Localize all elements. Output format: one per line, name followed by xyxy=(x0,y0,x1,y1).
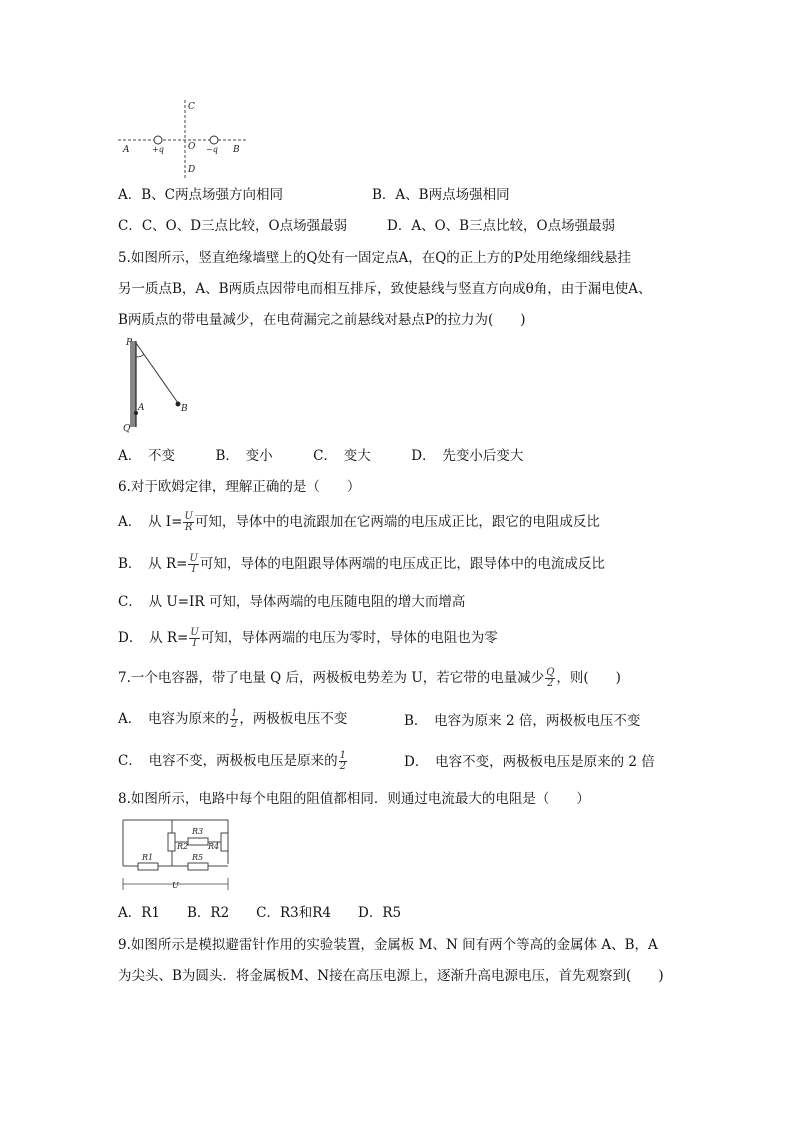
q6-option-d: D． 从 R= $\frac{U}{I}$ 可知，导体两端的电压为零时，导体的电阻也为零 xyxy=(118,627,498,649)
label-R5: R5 xyxy=(192,853,204,862)
label-A: A xyxy=(123,145,130,155)
q8-options: A．R1 B．R2 C．R3和R4 D．R5 xyxy=(118,905,402,921)
pendulum-diagram xyxy=(118,337,198,437)
label-C: C xyxy=(188,102,195,112)
label-P: P xyxy=(126,338,133,348)
label-O: O xyxy=(188,142,196,152)
label-minus-q: −q xyxy=(206,145,218,154)
label-B: B xyxy=(233,145,240,155)
label-B: B xyxy=(181,404,188,414)
label-A: A xyxy=(138,403,145,413)
q4-option-d: D．A、O、B三点比较，O点场强最弱 xyxy=(387,218,616,234)
q7-stem: 7.一个电容器，带了电量 Q 后，两极板电势差为 U，若它带的电量减少 $\frac{Q}{2}$ ，则( ) xyxy=(118,667,621,689)
label-R3: R3 xyxy=(192,827,204,836)
q4-option-a: A．B、C两点场强方向相同 xyxy=(118,187,283,203)
q9-line2: 为尖头、B为圆头．将金属板M、N接在高压电源上，逐渐升高电源电压，首先观察到( ) xyxy=(118,968,664,984)
q5-line1: 5.如图所示，竖直绝缘墙壁上的Q处有一固定点A，在Q的正上方的P处用绝缘细线悬挂 xyxy=(118,250,631,266)
q4-option-c: C．C、O、D三点比较，O点场强最弱 xyxy=(118,218,348,234)
q7-option-a: A． 电容为原来的 $\frac{1}{2}$ ，两极板电压不变 xyxy=(118,708,348,730)
label-R2: R2 xyxy=(177,842,189,851)
q4-option-b: B．A、B两点场强相同 xyxy=(372,187,510,203)
q9-line1: 9.如图所示是模拟避雷针作用的实验装置，金属板 M、N 间有两个等高的金属体 A、B，A xyxy=(118,937,658,953)
q5-options: A． 不变 B． 变小 C． 变大 D． 先变小后变大 xyxy=(118,448,524,464)
label-D: D xyxy=(188,165,196,175)
q8-stem: 8.如图所示，电路中每个电阻的阻值都相同．则通过电流最大的电阻是（ ） xyxy=(118,791,590,807)
label-U: U xyxy=(172,881,179,890)
label-R1: R1 xyxy=(142,853,154,862)
q6-option-b: B． 从 R= $\frac{U}{I}$ 可知，导体的电阻跟导体两端的电压成正比，跟导体中的电流成反比 xyxy=(118,553,605,575)
q6-option-c: C． 从 U=IR 可知，导体两端的电压随电阻的增大而增高 xyxy=(118,594,466,610)
label-plus-q: +q xyxy=(152,145,164,154)
q5-line2: 另一质点B，A、B两质点因带电而相互排斥，致使悬线与竖直方向成θ角，由于漏电使A、 xyxy=(118,281,652,297)
label-Q: Q xyxy=(123,424,131,434)
q7-option-b: B． 电容为原来 2 倍，两极板电压不变 xyxy=(404,713,641,729)
q6-stem: 6.对于欧姆定律，理解正确的是（ ） xyxy=(118,479,361,495)
label-R4: R4 xyxy=(208,842,220,851)
q7-option-d: D． 电容不变，两极板电压是原来的 2 倍 xyxy=(404,754,655,770)
q5-line3: B两质点的带电量减少，在电荷漏完之前悬线对悬点P的拉力为( ) xyxy=(118,312,526,328)
charge-diagram xyxy=(118,98,258,180)
q6-option-a: A． 从 I= $\frac{U}{R}$ 可知，导体中的电流跟加在它两端的电压成正比，跟它的电阻成反比 xyxy=(118,511,600,533)
q7-option-c: C． 电容不变，两极板电压是原来的 $\frac{1}{2}$ xyxy=(118,750,346,772)
circuit-diagram xyxy=(120,816,235,894)
